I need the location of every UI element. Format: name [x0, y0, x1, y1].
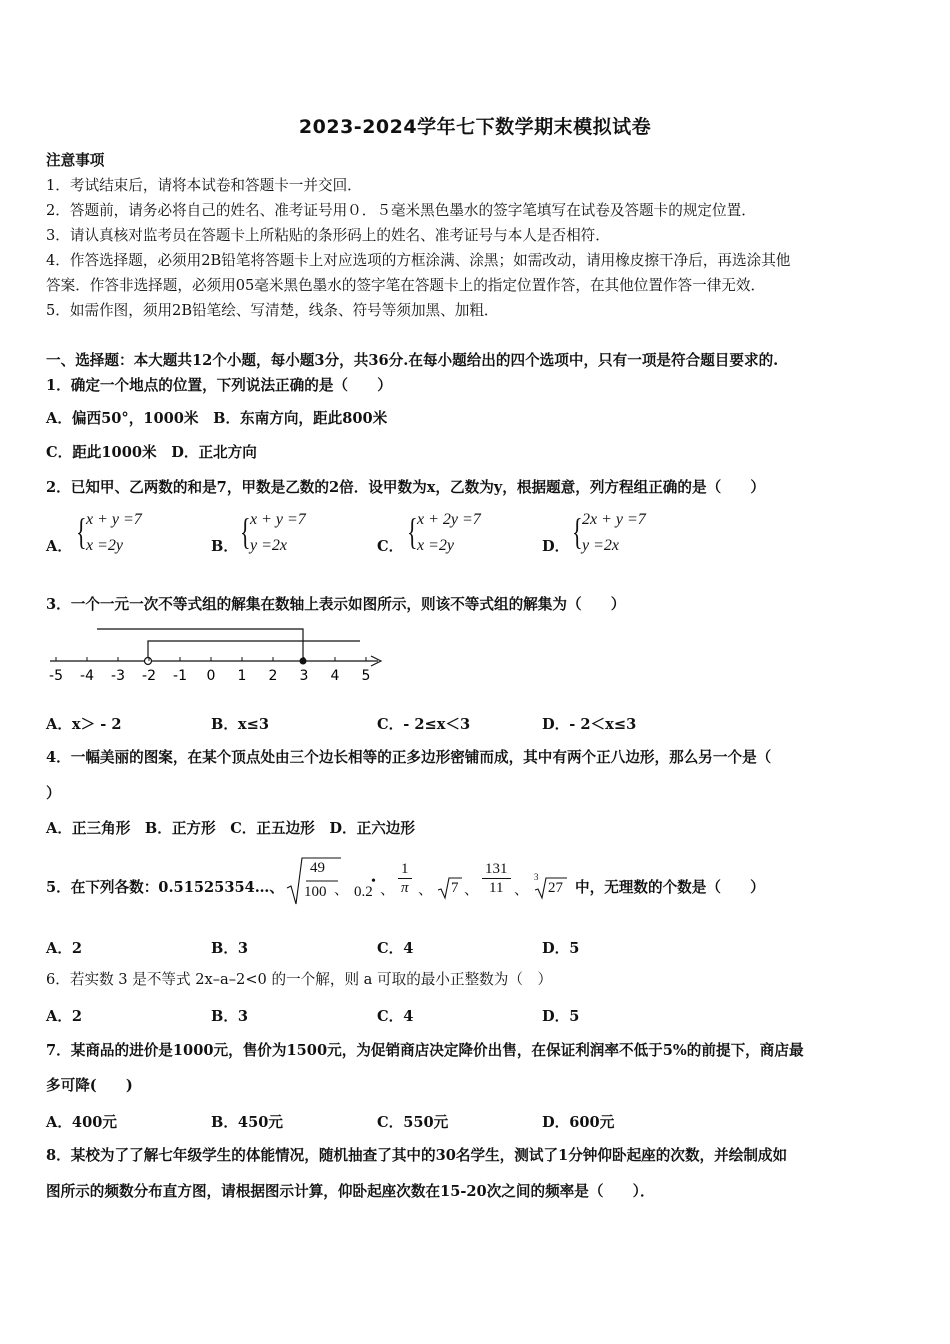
q4-options: A．正三角形 B．正方形 C．正五边形 D．正六边形 — [46, 820, 415, 837]
q3-option-b: B．x≤3 — [211, 716, 270, 733]
q2-label-a: A． — [46, 538, 72, 555]
section-heading: 一、选择题：本大题共12个小题，每小题3分，共36分.在每小题给出的四个选项中，只有一项是符合题目要求的. — [46, 352, 779, 369]
q2-option-c-system: { x + 2y =7 x =2y — [407, 509, 481, 554]
q4-stem: 4．一幅美丽的图案，在某个顶点处由三个边长相等的正多边形密铺而成，其中有两个正八边形，那么另一个是（ — [46, 749, 772, 766]
notice-item-4-cont: 答案．作答非选择题，必须用05毫米黑色墨水的签字笔在答题卡上的指定位置作答，在其他位置作答一律无效． — [46, 277, 766, 294]
q2-option-d-system: { 2x + y =7 y =2x — [572, 509, 646, 554]
q2-label-c: C． — [377, 538, 404, 555]
brace-icon: { — [240, 509, 251, 553]
repeating-decimal: 0.2 • — [354, 874, 376, 900]
notice-item-3: 3．请认真核对监考员在答题卡上所粘贴的条形码上的姓名、准考证号与本人是否相符． — [46, 227, 610, 244]
notice-heading: 注意事项 — [46, 152, 105, 169]
notice-item-2: 2．答题前，请务必将自己的姓名、准考证号用０．５毫米黑色墨水的签字笔填写在试卷及答题卡的规定位置． — [46, 202, 756, 219]
q8-stem-cont: 图所示的频数分布直方图，请根据图示计算，仰卧起座次数在15-20次之间的频率是（ ）． — [46, 1183, 655, 1200]
q7-stem-cont: 多可降( ) — [46, 1077, 133, 1094]
tick-label: 0 — [206, 668, 216, 684]
bracket-le-3 — [97, 629, 303, 661]
tick-label: 5 — [361, 668, 371, 684]
q5-option-b: B．3 — [211, 940, 249, 957]
brace-icon: { — [572, 509, 583, 553]
tick-label: 4 — [330, 668, 340, 684]
q2-label-b: B． — [211, 538, 238, 555]
q3-option-a: A．x＞ - 2 — [46, 716, 122, 733]
q1-options-row1: A．偏西50°，1000米 B．东南方向，距此800米 — [46, 410, 388, 427]
tick-label: 1 — [237, 668, 247, 684]
q8-stem: 8．某校为了了解七年级学生的体能情况，随机抽查了其中的30名学生，测试了1分钟仰卧起座的次数，并绘制成如 — [46, 1147, 788, 1164]
q1-stem: 1．确定一个地点的位置，下列说法正确的是（ ） — [46, 377, 392, 394]
tick-label: -2 — [142, 668, 156, 684]
q2-option-b-system: { x + y =7 y =2x — [240, 509, 306, 554]
q5-sep-3: 、 — [418, 881, 433, 898]
q6-option-b: B．3 — [211, 1008, 249, 1025]
q5-sep-2: 、 — [380, 881, 395, 898]
q7-option-a: A．400元 — [46, 1114, 117, 1131]
q3-stem: 3．一个一元一次不等式组的解集在数轴上表示如图所示，则该不等式组的解集为（ ） — [46, 596, 626, 613]
repeat-dot-icon: • — [371, 874, 376, 889]
q7-option-d: D．600元 — [542, 1114, 615, 1131]
q3-option-c: C．- 2≤x＜3 — [377, 716, 471, 733]
q5-sep-4: 、 — [464, 881, 479, 898]
q7-option-b: B．450元 — [211, 1114, 283, 1131]
q5-sep-5: 、 — [514, 881, 529, 898]
q5-option-a: A．2 — [46, 940, 83, 957]
q5-lead: 5．在下列各数：0.51525354…、 — [46, 879, 284, 896]
brace-icon: { — [407, 509, 418, 553]
exam-page: 2023-2024学年七下数学期末模拟试卷 注意事项 1．考试结束后，请将本试卷和答题卡一并交回． 2．答题前，请务必将自己的姓名、准考证号用０．５毫米黑色墨水的签字笔填写在试卷及答题卡的规定位置． 3．请认真核对监考员在答题卡上所粘贴的条形码上的姓名、准考证号与本人是否相符． 4．作答选择题，必须用2B铅笔将答题卡上对应选项的方框涂满、涂黑；如需改动，请用橡皮擦干净后，再选涂其他 答案．作答非选择题，必须用05毫米黑色墨水的签字笔在答题卡上的指定位置作答，在其他位置作答一律无效． 5．如需作图，须用2B铅笔绘、写清楚，线条、符号等须加黑、加粗． 一、选择题：本大题共12个小题，每小题3分，共36分.在每小题给出的四个选项中，只有一项是符合题目要求的. 1．确定一个地点的位置，下列说法正确的是（ ） A．偏西50°，1000米 B．东南方向，距此800米 C．距此1000米 D．正北方向 2．已知甲、乙两数的和是7，甲数是乙数的2倍．设甲数为x，乙数为y，根据题意，列方程组正确的是（ ） A． { x + y =7 x =2y B． { x + y =7 y =2x C． { x + 2y =7 x =2y D． { 2x + y =7 y =2x 3．一个一元一次不等式组的解集在数轴上表示如图所示，则该不等式组的解集为（ ） -5 -4 -3 -2 -1 0 1 2 3 4 5 A．x＞ - 2 B．x≤3 C．- 2≤x＜3 D．- 2＜x≤3 4．一幅美丽的图案，在某个顶点处由三个边长相等的正多边形密铺而成，其中有两个正八边形，那么另一个是（ ） A．正三角形 B．正方形 C．正五边形 D．正六边形 5．在下列各数：0.51525354…、 49 100 、 0.2 • 、 $\frac{1}{\pi}$ 、 7 、 $\frac{131}{11}$ 、 3 27 中，无理数的个数是（ ） A．2 B．3 C．4 D．5 6．若实数 3 是不等式 2x–a–2<0 的一个解，则 a 可取的最小正整数为（ ） A．2 B．3 C．4 D．5 7．某商品的进价是1000元，售价为1500元，为促销商店决定降价出售，在保证利润率不低于5%的前提下，商店最 多可降( ) A．400元 B．450元 C．550元 D．600元 8．某校为了了解七年级学生的体能情况，随机抽查了其中的30名学生，测试了1分钟仰卧起座的次数，并绘制成如 图所示的频数分布直方图，请根据图示计算，仰卧起座次数在15-20次之间的频率是（ ）． — [0, 0, 950, 1344]
q6-option-d: D．5 — [542, 1008, 580, 1025]
q7-option-c: C．550元 — [377, 1114, 449, 1131]
radical-icon — [437, 876, 463, 900]
fraction-131-over-11: $\frac{131}{11}$ — [482, 860, 511, 897]
closed-point-3 — [300, 658, 307, 665]
q6-option-c: C．4 — [377, 1008, 414, 1025]
notice-item-1: 1．考试结束后，请将本试卷和答题卡一并交回． — [46, 177, 362, 194]
notice-item-4: 4．作答选择题，必须用2B铅笔将答题卡上对应选项的方框涂满、涂黑；如需改动，请用橡皮擦干净后，再选涂其他 — [46, 252, 791, 269]
q4-stem-cont: ） — [46, 785, 61, 802]
q3-option-d: D．- 2＜x≤3 — [542, 716, 637, 733]
number-line-figure — [40, 618, 390, 688]
q6-stem: 6．若实数 3 是不等式 2x–a–2<0 的一个解，则 a 可取的最小正整数为（ ） — [46, 971, 553, 988]
q6-option-a: A．2 — [46, 1008, 83, 1025]
q1-options-row2: C．距此1000米 D．正北方向 — [46, 444, 257, 461]
q5-option-c: C．4 — [377, 940, 414, 957]
tick-label: -1 — [173, 668, 187, 684]
open-point-minus-2 — [145, 658, 152, 665]
q5-tail: 中，无理数的个数是（ ） — [575, 879, 765, 896]
q5-sep-1: 、 — [334, 881, 349, 898]
fraction-1-over-pi: $\frac{1}{\pi}$ — [398, 860, 412, 897]
tick-label: -4 — [80, 668, 94, 684]
page-title: 2023-2024学年七下数学期末模拟试卷 — [298, 116, 652, 138]
q2-option-a-system: { x + y =7 x =2y — [76, 509, 142, 554]
tick-label: 3 — [299, 668, 309, 684]
tick-label: -5 — [49, 668, 63, 684]
q5-option-d: D．5 — [542, 940, 580, 957]
brace-icon: { — [76, 509, 87, 553]
tick-label: 2 — [268, 668, 278, 684]
q2-label-d: D． — [542, 538, 570, 555]
q2-stem: 2．已知甲、乙两数的和是7，甲数是乙数的2倍．设甲数为x，乙数为y，根据题意，列方程组正确的是（ ） — [46, 479, 765, 496]
q7-stem: 7．某商品的进价是1000元，售价为1500元，为促销商店决定降价出售，在保证利润率不低于5%的前提下，商店最 — [46, 1042, 804, 1059]
notice-item-5: 5．如需作图，须用2B铅笔绘、写清楚，线条、符号等须加黑、加粗． — [46, 302, 499, 319]
tick-label: -3 — [111, 668, 125, 684]
